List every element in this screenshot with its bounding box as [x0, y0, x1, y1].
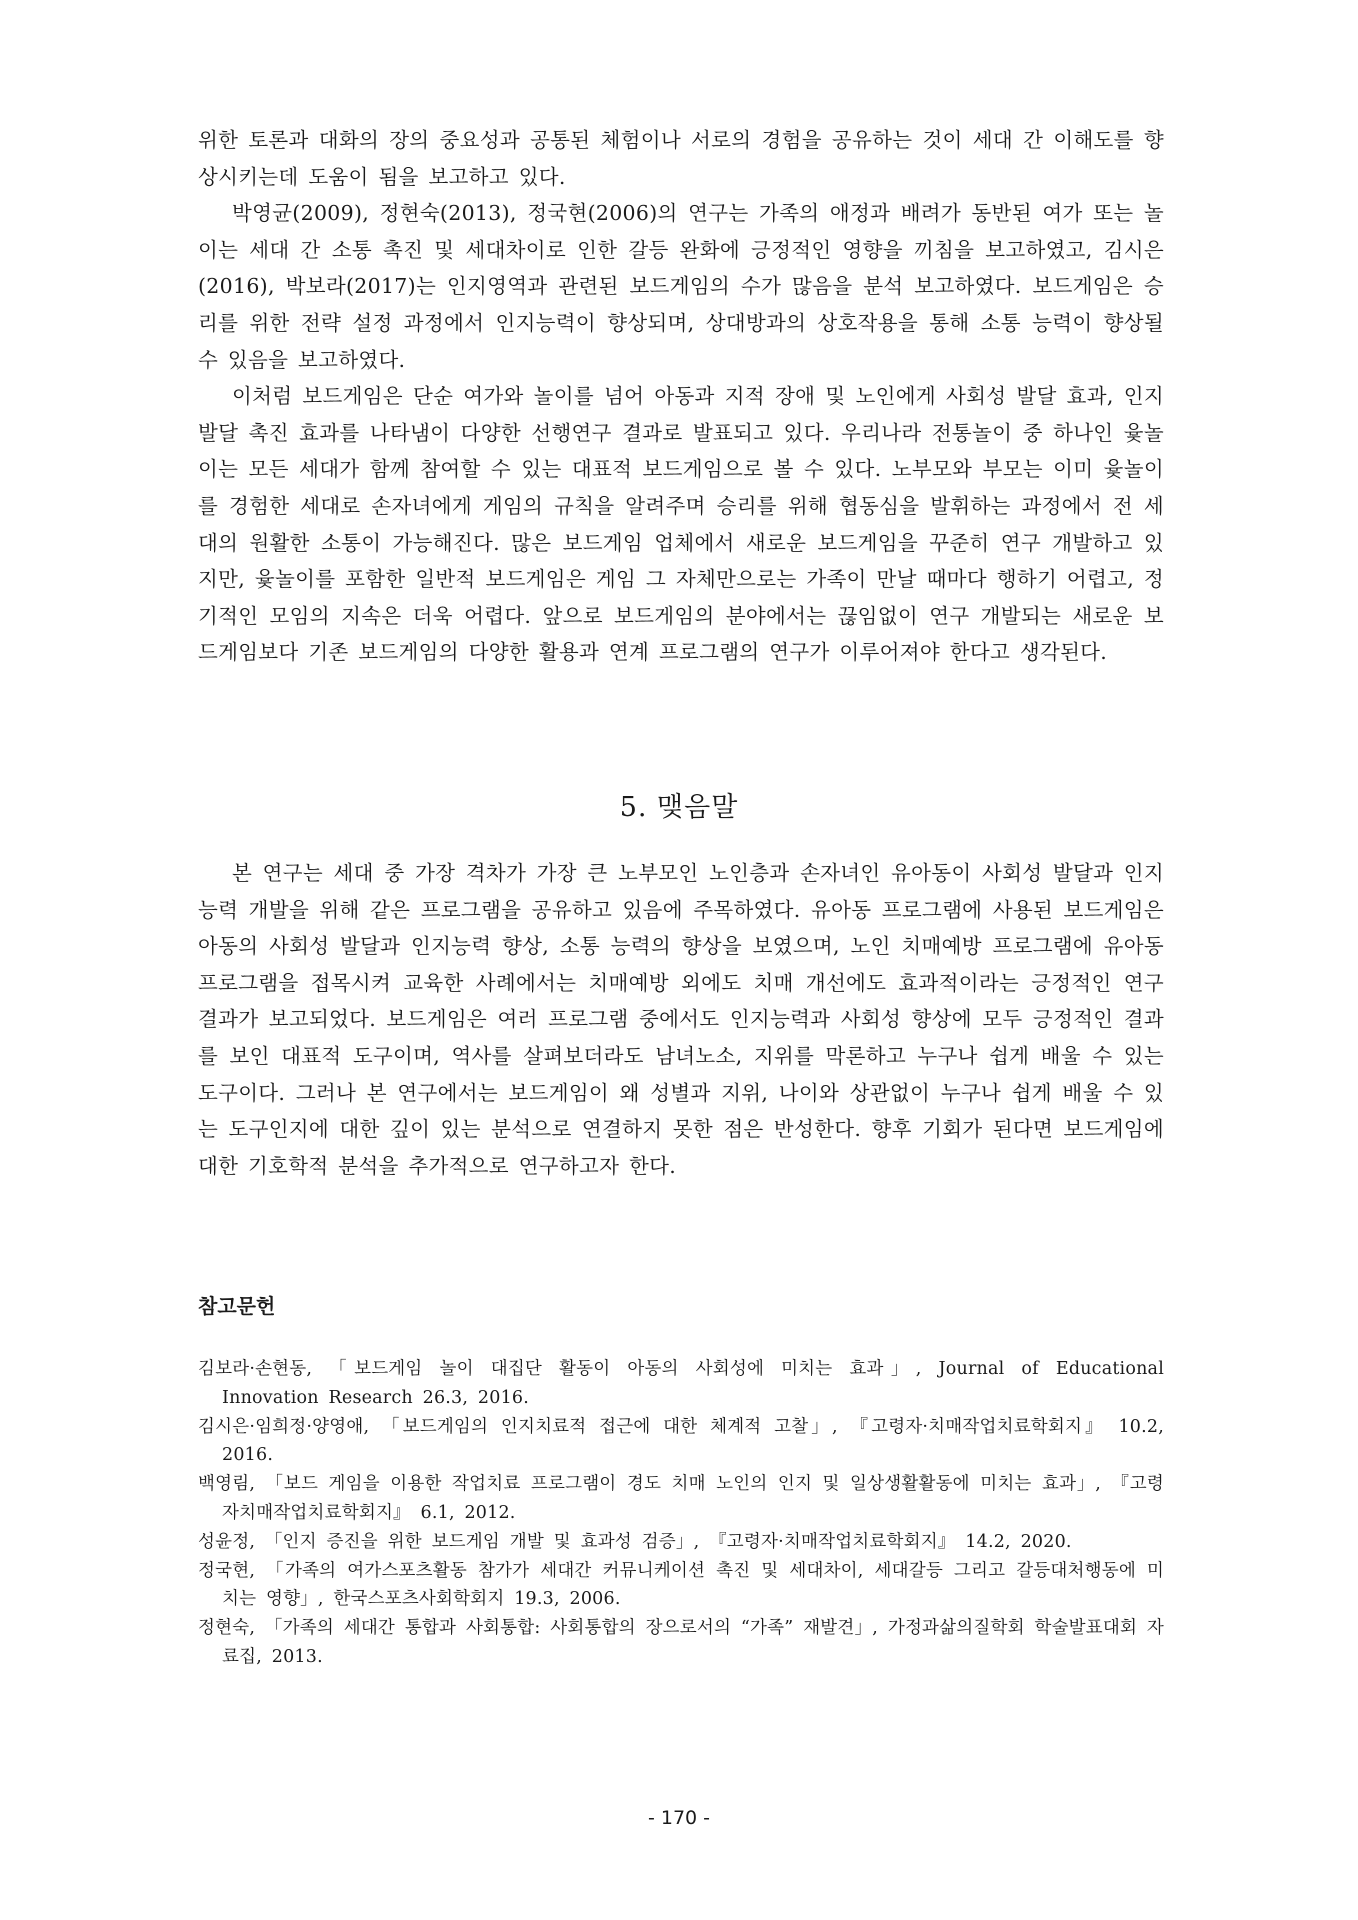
- conclusion-paragraph: 본 연구는 세대 중 가장 격차가 가장 큰 노부모인 노인층과 손자녀인 유아동이 사회성 발달과 인지능력 개발을 위해 같은 프로그램을 공유하고 있음에 주목하였다. 유아동 프로그램에 사용된 보드게임은 아동의 사회성 발달과 인지능력 향상, 소통 능력의 향상을 보였으며, 노인 치매예방 프로그램에 유아동 프로그램을 접목시켜 교육한 사례에서는 치매예방 외에도 치매 개선에도 효과적이라는 긍정적인 연구 결과가 보고되었다. 보드게임은 여러 프로그램 중에서도 인지능력과 사회성 향상에 모두 긍정적인 결과를 보인 대표적 도구이며, 역사를 살펴보더라도 남녀노소, 지위를 막론하고 누구나 쉽게 배울 수 있는 도구이다. 그러나 본 연구에서는 보드게임이 왜 성별과 지위, 나이와 상관없이 누구나 쉽게 배울 수 있는 도구인지에 대한 깊이 있는 분석으로 연결하지 못한 점은 반성한다. 향후 기회가 된다면 보드게임에 대한 기호학적 분석을 추가적으로 연구하고자 한다.: [198, 861, 1164, 1178]
- reference-item: 정국현, 「가족의 여가스포츠활동 참가가 세대간 커뮤니케이션 촉진 및 세대차이, 세대갈등 그리고 갈등대처행동에 미치는 영향」, 한국스포츠사회학회지 19.3, 2006.: [198, 1560, 1164, 1610]
- reference-item: 김시은·임희정·양영애, 「보드게임의 인지치료적 접근에 대한 체계적 고찰」, 『고령자·치매작업치료학회지』 10.2, 2016.: [198, 1416, 1164, 1466]
- references-heading: 참고문헌: [198, 1294, 276, 1318]
- intro-paragraph-2: 박영균(2009), 정현숙(2013), 정국현(2006)의 연구는 가족의 애정과 배려가 동반된 여가 또는 놀이는 세대 간 소통 촉진 및 세대차이로 인한 갈등 완화에 긍정적인 영향을 끼침을 보고하였고, 김시은(2016), 박보라(2017)는 인지영역과 관련된 보드게임의 수가 많음을 분석 보고하였다. 보드게임은 승리를 위한 전략 설정 과정에서 인지능력이 향상되며, 상대방과의 상호작용을 통해 소통 능력이 향상될 수 있음을 보고하였다.: [198, 201, 1164, 372]
- intro-paragraph-3: 이처럼 보드게임은 단순 여가와 놀이를 넘어 아동과 지적 장애 및 노인에게 사회성 발달 효과, 인지발달 촉진 효과를 나타냄이 다양한 선행연구 결과로 발표되고 있다. 우리나라 전통놀이 중 하나인 윷놀이는 모든 세대가 함께 참여할 수 있는 대표적 보드게임으로 볼 수 있다. 노부모와 부모는 이미 윷놀이를 경험한 세대로 손자녀에게 게임의 규칙을 알려주며 승리를 위해 협동심을 발휘하는 과정에서 전 세대의 원활한 소통이 가능해진다. 많은 보드게임 업체에서 새로운 보드게임을 꾸준히 연구 개발하고 있지만, 윷놀이를 포함한 일반적 보드게임은 게임 그 자체만으로는 가족이 만날 때마다 행하기 어렵고, 정기적인 모임의 지속은 더욱 어렵다. 앞으로 보드게임의 분야에서는 끊임없이 연구 개발되는 새로운 보드게임보다 기존 보드게임의 다양한 활용과 연계 프로그램의 연구가 이루어져야 한다고 생각된다.: [198, 384, 1164, 665]
- section-heading-conclusion: 5. 맺음말: [619, 792, 739, 823]
- intro-paragraph-1: 위한 토론과 대화의 장의 중요성과 공통된 체험이나 서로의 경험을 공유하는 것이 세대 간 이해도를 향상시키는데 도움이 됨을 보고하고 있다.: [198, 128, 1164, 189]
- reference-item: 성윤정, 「인지 증진을 위한 보드게임 개발 및 효과성 검증」, 『고령자·치매작업치료학회지』 14.2, 2020.: [198, 1531, 1072, 1552]
- reference-item: 정현숙, 「가족의 세대간 통합과 사회통합: 사회통합의 장으로서의 “가족” 재발견」, 가정과삶의질학회 학술발표대회 자료집, 2013.: [198, 1618, 1164, 1667]
- intro-section: [198, 122, 1164, 671]
- reference-item: 김보라·손현동, 「보드게임 놀이 대집단 활동이 아동의 사회성에 미치는 효과」, Journal of Educational Innovation Research 26.3, 2016.: [198, 1359, 1164, 1408]
- page-number: - 170 -: [647, 1807, 711, 1829]
- references-list: [198, 1355, 1164, 1672]
- conclusion-section: [198, 855, 1164, 1184]
- reference-item: 백영림, 「보드 게임을 이용한 작업치료 프로그램이 경도 치매 노인의 인지 및 일상생활활동에 미치는 효과」, 『고령자치매작업치료학회지』 6.1, 2012.: [198, 1474, 1164, 1523]
